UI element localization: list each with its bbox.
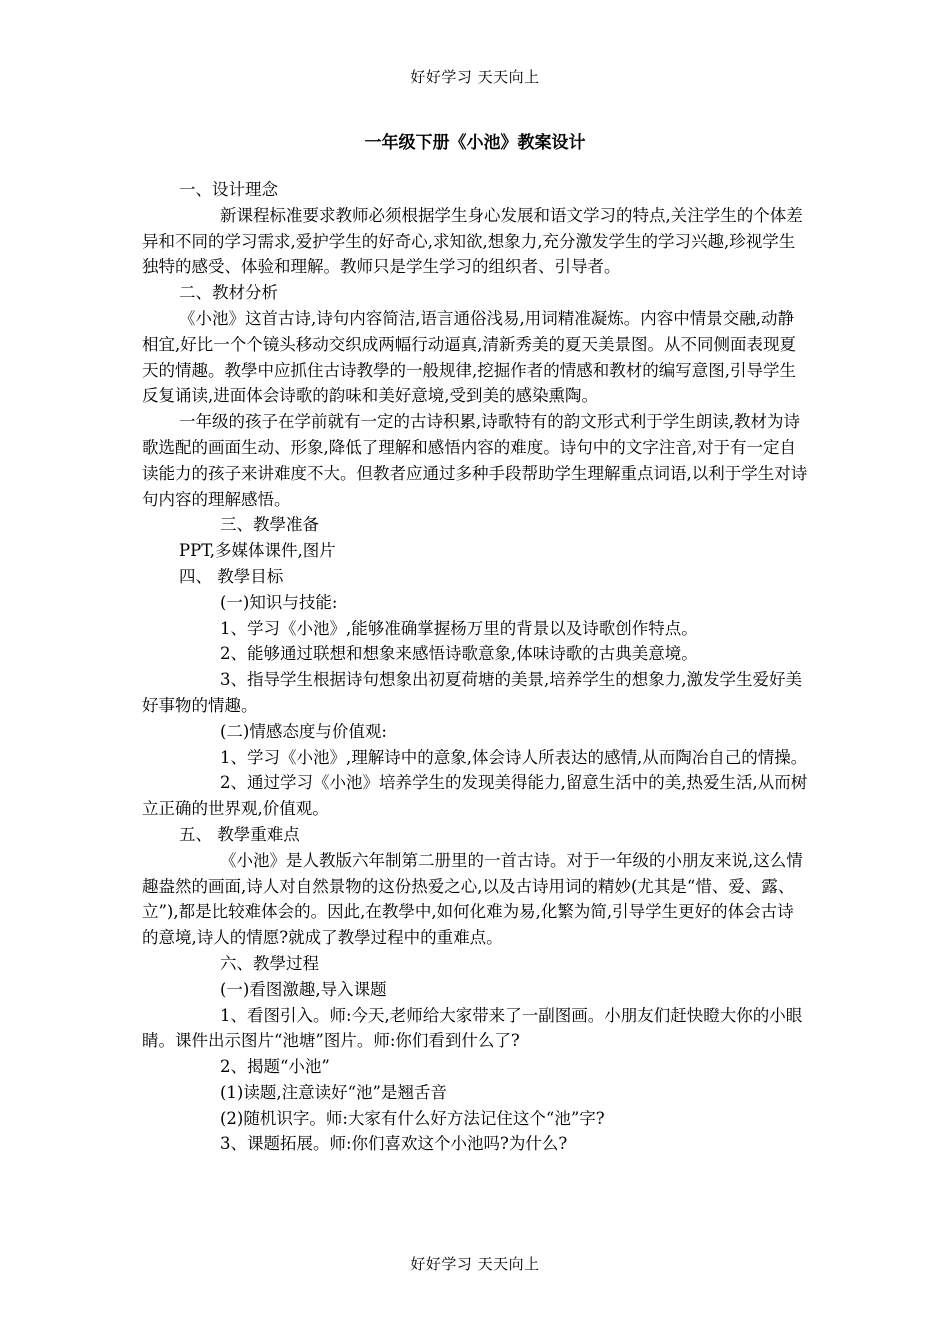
paragraph: 3、指导学生根据诗句想象出初夏荷塘的美景,培养学生的想象力,激发学生爱好美好事物的情趣。 xyxy=(142,670,802,715)
paragraph: (二)情感态度与价值观: xyxy=(220,721,387,741)
paragraph: 六、教學过程 xyxy=(220,953,319,973)
document-title: 一年级下册《小池》教案设计 xyxy=(364,133,586,153)
paragraph: (一)知识与技能: xyxy=(220,592,338,612)
page-header: 好好学习 天天向上 xyxy=(410,68,540,86)
paragraph: 三、教學准备 xyxy=(220,515,319,535)
paragraph: 《小池》这首古诗,诗句内容简洁,语言通俗浅易,用词精准凝炼。内容中情景交融,动静相宜,好比一个个镜头移动交织成两幅行动逼真,清新秀美的夏天美景图。从不同侧面表现夏天的情趣。教學中应抓住古诗教學的一般规律,挖掘作者的情感和教材的编写意图,引导学生反复诵读,进面体会诗歌的韵味和美好意境,受到美的感染熏陶。 xyxy=(142,308,796,406)
paragraph: 2、能够通过联想和想象来感悟诗歌意象,体味诗歌的古典美意境。 xyxy=(220,644,698,664)
paragraph: (一)看图激趣,导入课题 xyxy=(220,979,387,999)
paragraph: 1、学习《小池》,理解诗中的意象,体会诗人所表达的感情,从而陶冶自己的情操。 xyxy=(220,747,808,767)
paragraph: 一年级的孩子在学前就有一定的古诗积累,诗歌特有的韵文形式利于学生朗读,教材为诗歌选配的画面生动、形象,降低了理解和感悟内容的难度。诗句中的文字注音,对于有一定自读能力的孩子来讲难度不大。但教者应通过多种手段帮助学生理解重点词语,以利于学生对诗句内容的理解感悟。 xyxy=(142,412,808,509)
paragraph: 1、看图引入。师:今天,老师给大家带来了一副图画。小朋友们赶快瞪大你的小眼睛。课件出示图片“池塘”图片。师:你们看到什么了? xyxy=(142,1005,803,1051)
paragraph: 2、通过学习《小池》培养学生的发现美得能力,留意生活中的美,热爱生活,从而树立正确的世界观,价值观。 xyxy=(142,773,808,819)
paragraph: 四、 教學目标 xyxy=(179,566,284,586)
paragraph: 2、揭题“小池” xyxy=(220,1057,330,1077)
paragraph: 新课程标准要求教师必须根据学生身心发展和语文学习的特点,关注学生的个体差异和不同的学习需求,爱护学生的好奇心,求知欲,想象力,充分激发学生的学习兴趣,珍视学生独特的感受、体验和理解。教师只是学生学习的组织者、引导者。 xyxy=(142,205,803,277)
page-footer: 好好学习 天天向上 xyxy=(410,1255,540,1273)
paragraph: 《小池》是人教版六年制第二册里的一首古诗。对于一年级的小朋友来说,这么情趣盎然的画面,诗人对自然景物的这份热爱之心,以及古诗用词的精妙(尤其是“惜、爱、露、立”),都是比较难体会的。因此,在教學中,如何化难为易,化繁为简,引导学生更好的体会古诗的意境,诗人的情愿?就成了教學过程中的重难点。 xyxy=(142,850,803,948)
paragraph: 3、课题拓展。师:你们喜欢这个小池吗?为什么? xyxy=(220,1134,568,1154)
document-body xyxy=(142,177,810,1157)
paragraph: (1)读题,注意读好“池”是翘舌音 xyxy=(220,1082,447,1102)
paragraph: 二、教材分析 xyxy=(179,283,278,303)
paragraph: PPT,多媒体课件,图片 xyxy=(179,541,336,561)
paragraph: (2)随机识字。师:大家有什么好方法记住这个“池”字? xyxy=(220,1108,605,1128)
paragraph: 五、 教學重难点 xyxy=(179,824,300,844)
paragraph: 1、学习《小池》,能够准确掌握杨万里的背景以及诗歌创作特点。 xyxy=(220,618,698,638)
paragraph: 一、设计理念 xyxy=(179,180,278,199)
